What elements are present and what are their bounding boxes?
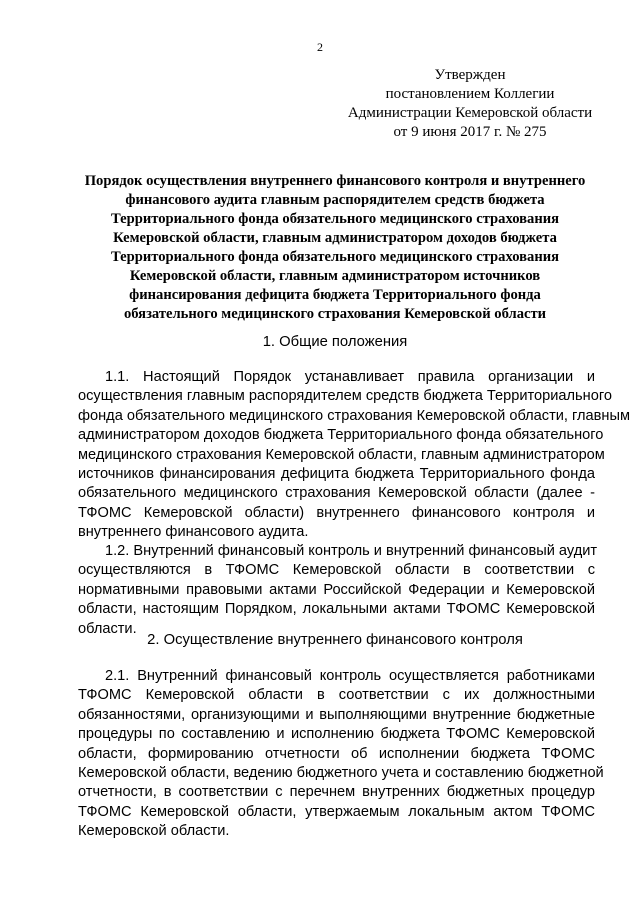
text-line: нормативными правовыми актами Российской Федерации и Кемеровской <box>78 581 595 598</box>
text-line: отчетности, в соответствии с перечнем внутренних бюджетных процедур <box>78 784 595 801</box>
title-line: обязательного медицинского страхования Кемеровской области <box>123 306 547 322</box>
text-line: осуществляются в ТФОМС Кемеровской области в соответствии с <box>78 562 595 579</box>
title-line: Территориального фонда обязательного медицинского страхования <box>110 211 560 227</box>
document-title <box>70 172 600 324</box>
text-line: осуществления главным распорядителем средств бюджета Территориального <box>78 388 612 405</box>
section-heading-internal-control: 2. Осуществление внутреннего финансового контроля <box>147 632 523 648</box>
text-line: Кемеровской области, ведению бюджетного учета и составлению бюджетной <box>78 764 604 781</box>
section-heading-general: 1. Общие положения <box>262 334 408 350</box>
approval-line: от 9 июня 2017 г. № 275 <box>393 124 547 140</box>
title-line: Порядок осуществления внутреннего финансового контроля и внутреннего <box>84 173 586 189</box>
text-line: ТФОМС Кемеровской области) внутреннего финансового контроля и <box>78 504 595 521</box>
text-line: 2.1. Внутренний финансовый контроль осуществляется работниками <box>105 668 595 684</box>
text-line: процедуры по составлению и исполнению бюджета ТФОМС Кемеровской <box>78 726 595 743</box>
text-line: области, настоящим Порядком, локальными актами ТФОМС Кемеровской <box>78 601 595 618</box>
text-line: администратором доходов бюджета Территориального фонда обязательного <box>78 427 604 444</box>
text-line: 1.2. Внутренний финансовый контроль и внутренний финансовый аудит <box>105 543 598 559</box>
text-line: обязанностями, организующими и выполняющими внутренние бюджетные <box>78 706 595 723</box>
approval-line: постановлением Коллегии <box>385 86 555 102</box>
approval-line: Утвержден <box>434 67 506 83</box>
text-line: области. <box>78 620 137 637</box>
text-line: фонда обязательного медицинского страхования Кемеровской области, главным <box>78 407 630 424</box>
title-line: Кемеровской области, главным администратором источников <box>129 268 541 284</box>
approval-line: Администрации Кемеровской области <box>347 105 593 121</box>
text-line: 1.1. Настоящий Порядок устанавливает правила организации и <box>105 369 595 385</box>
text-line: области, формированию отчетности об исполнении бюджета ТФОМС <box>78 745 595 762</box>
title-line: финансового аудита главным распорядителем средств бюджета <box>125 192 545 208</box>
paragraph-1-2 <box>78 542 598 639</box>
text-line: медицинского страхования Кемеровской области, главным администратором <box>78 446 605 463</box>
approval-block <box>340 66 600 142</box>
text-line: Кемеровской области. <box>78 823 230 840</box>
paragraph-1-1 <box>78 368 630 543</box>
text-line: внутреннего финансового аудита. <box>78 524 309 541</box>
title-line: Кемеровской области, главным администратором доходов бюджета <box>113 230 557 246</box>
text-line: обязательного медицинского страхования Кемеровской области (далее - <box>78 485 595 502</box>
text-line: ТФОМС Кемеровской области, утвержаемым локальным актом ТФОМС <box>78 803 595 820</box>
title-line: финансирования дефицита бюджета Территориального фонда <box>129 287 541 303</box>
text-line: источников финансирования дефицита бюджета Территориального фонда <box>78 465 595 482</box>
title-line: Территориального фонда обязательного медицинского страхования <box>110 249 560 265</box>
page-number: 2 <box>317 40 323 54</box>
paragraph-2-1 <box>78 667 604 842</box>
text-line: ТФОМС Кемеровской области в соответствии с их должностными <box>78 687 595 704</box>
